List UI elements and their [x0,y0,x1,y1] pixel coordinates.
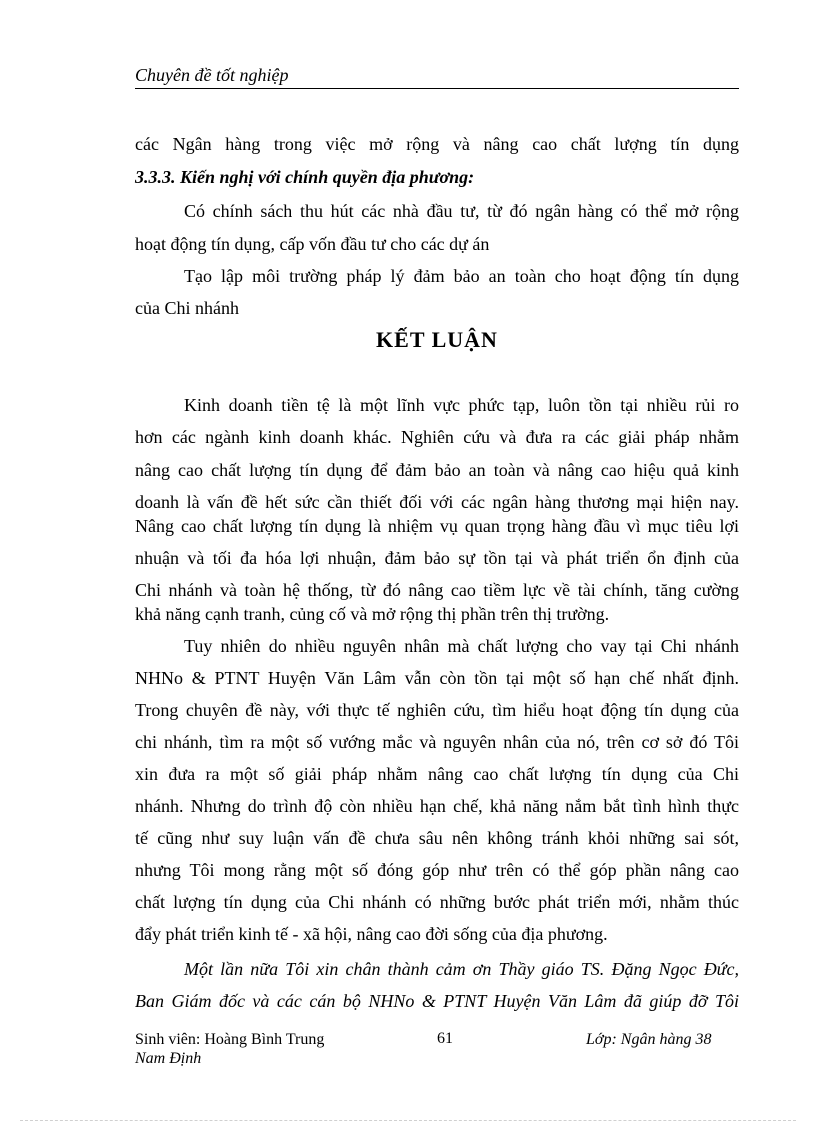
text-line: nhưng Tôi mong rằng một số đóng góp như trên có thể góp phần nâng cao [135,860,739,880]
text-line: đẩy phát triển kinh tế - xã hội, nâng cao đời sống của địa phương. [135,924,608,944]
conclusion-title: KẾT LUẬN [376,327,498,352]
text-line: Nâng cao chất lượng tín dụng là nhiệm vụ quan trọng hàng đầu vì mục tiêu lợi [135,516,739,536]
footer-student-name: Hoàng Bình Trung [204,1031,325,1048]
text-line: các Ngân hàng trong việc mở rộng và nâng cao chất lượng tín dụng [135,134,739,154]
text-line: tế cũng như suy luận vấn đề chưa sâu nên không tránh khỏi những sai sót, [135,828,739,848]
text-line: Trong chuyên đề này, với thực tế nghiên cứu, tìm hiểu hoạt động tín dụng của [135,700,739,720]
text-line: NHNo & PTNT Huyện Văn Lâm vẫn còn tồn tại một số hạn chế nhất định. [135,668,739,688]
text-line: nâng cao chất lượng tín dụng để đảm bảo an toàn và nâng cao hiệu quả kinh [135,460,739,480]
document-header [135,64,739,89]
header-title: Chuyên đề tốt nghiệp [135,65,289,85]
footer-student-label: Sinh viên: [135,1031,201,1048]
page-bottom-border [20,1120,796,1121]
text-line: doanh là vấn đề hết sức cần thiết đối với các ngân hàng thương mại hiện nay. [135,492,739,512]
text-line: Tuy nhiên do nhiều nguyên nhân mà chất lượng cho vay tại Chi nhánh [184,636,739,656]
text-line: nhuận và tối đa hóa lợi nhuận, đảm bảo sự tồn tại và phát triển ổn định của [135,548,739,568]
text-line: chi nhánh, tìm ra một số vướng mắc và nguyên nhân của nó, trên cơ sở đó Tôi [135,732,739,752]
text-line: hơn các ngành kinh doanh khác. Nghiên cứu và đưa ra các giải pháp nhằm [135,427,739,447]
page-number: 61 [437,1030,453,1047]
text-line: hoạt động tín dụng, cấp vốn đầu tư cho các dự án [135,234,490,254]
footer-place: Nam Định [135,1050,202,1067]
text-line: Một lần nữa Tôi xin chân thành cảm ơn Thầy giáo TS. Đặng Ngọc Đức, [184,959,739,979]
text-line: của Chi nhánh [135,298,239,318]
footer-class [586,1030,711,1050]
text-line: Tạo lập môi trường pháp lý đảm bảo an toàn cho hoạt động tín dụng [184,266,739,286]
section-heading: 3.3.3. Kiến nghị với chính quyền địa phương: [135,167,475,187]
text-line: Chi nhánh và toàn hệ thống, từ đó nâng cao tiềm lực về tài chính, tăng cường [135,580,739,600]
footer-student [135,1030,324,1050]
text-line: Kinh doanh tiền tệ là một lĩnh vực phức tạp, luôn tồn tại nhiều rủi ro [184,395,739,415]
text-line: Ban Giám đốc và các cán bộ NHNo & PTNT Huyện Văn Lâm đã giúp đỡ Tôi [135,991,739,1011]
footer-class-name: Ngân hàng 38 [620,1031,712,1048]
text-line: xin đưa ra một số giải pháp nhằm nâng cao chất lượng tín dụng của Chi [135,764,739,784]
text-line: chất lượng tín dụng của Chi nhánh có những bước phát triển mới, nhằm thúc [135,892,739,912]
footer-class-label: Lớp: [586,1031,617,1048]
text-line: Có chính sách thu hút các nhà đầu tư, từ đó ngân hàng có thể mở rộng [184,201,739,221]
text-line: nhánh. Nhưng do trình độ còn nhiều hạn chế, khả năng nắm bắt tình hình thực [135,796,739,816]
text-line: khả năng cạnh tranh, củng cố và mở rộng thị phần trên thị trường. [135,604,610,624]
